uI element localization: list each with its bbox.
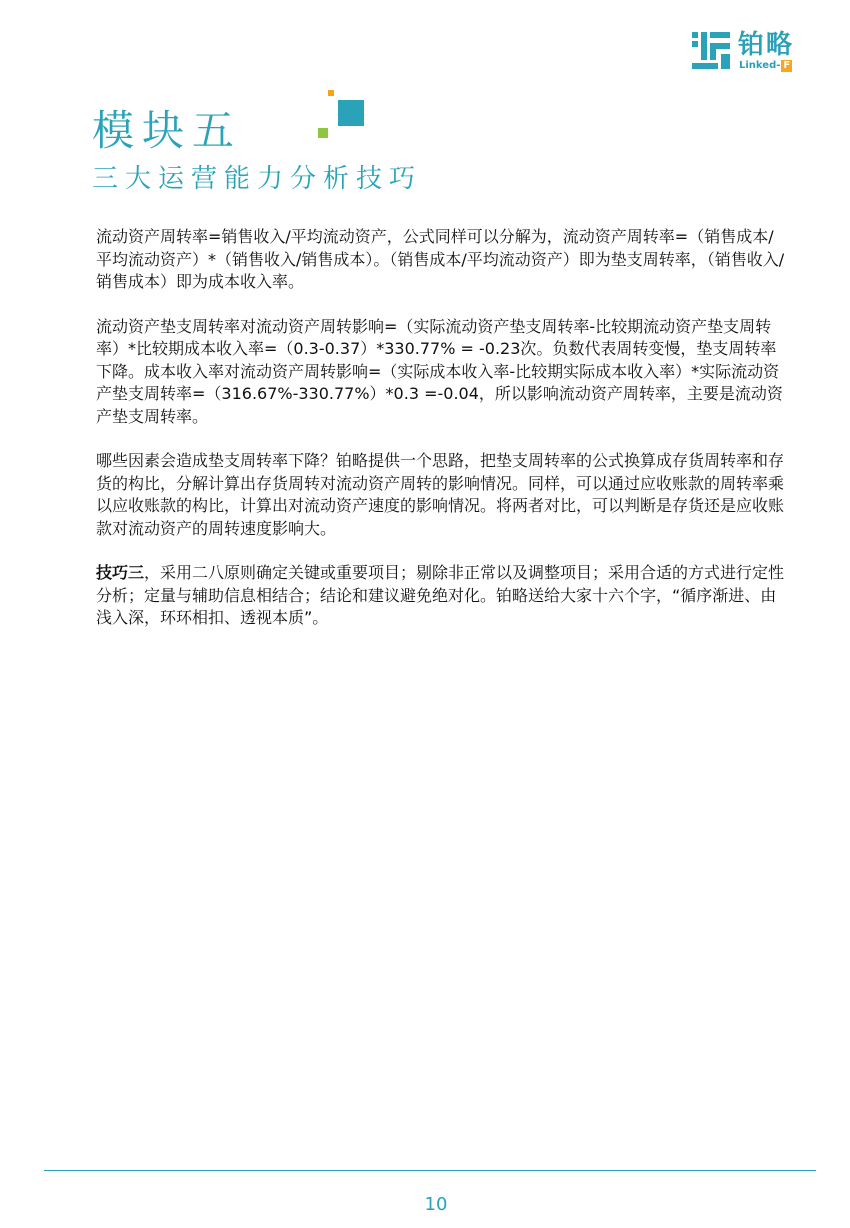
module-title: 模块五 bbox=[92, 106, 243, 155]
company-logo bbox=[692, 30, 822, 74]
page-number: 10 bbox=[424, 1194, 448, 1215]
logo-chinese-text: 铂略 bbox=[738, 30, 795, 60]
logo-english-text bbox=[739, 60, 792, 72]
decorative-squares-icon bbox=[316, 90, 366, 142]
paragraph-2: 流动资产垫支周转率对流动资产周转影响=（实际流动资产垫支周转率-比较期流动资产垫支周转率）*比较期成本收入率=（0.3-0.37）*330.77% = -0.23次。负数代表周转变慢，垫支周转率下降。成本收入率对流动资产周转影响=（实际成本收入率-比较期实际成本收入率）*实际流动资产垫支周转率=（316.67%-330.77%）*0.3 =-0.04，所以影响流动资产周转率，主要是流动资产垫支周转率。 bbox=[96, 316, 783, 426]
paragraph-3: 哪些因素会造成垫支周转率下降？铂略提供一个思路，把垫支周转率的公式换算成存货周转率和存货的构比，分解计算出存货周转对流动资产周转的影响情况。同样，可以通过应收账款的周转率乘以应收账款的构比，计算出对流动资产速度的影响情况。将两者对比，可以判断是存货还是应收账款对流动资产的周转速度影响大。 bbox=[96, 451, 785, 538]
tip-label: 技巧三 bbox=[96, 563, 145, 582]
article-body bbox=[96, 226, 786, 652]
module-subtitle: 三大运营能力分析技巧 bbox=[92, 164, 423, 194]
tip-paragraph bbox=[96, 562, 786, 630]
logo-f-badge: F bbox=[783, 60, 791, 71]
paragraph-1: 流动资产周转率=销售收入/平均流动资产，公式同样可以分解为，流动资产周转率=（销售成本/平均流动资产）*（销售收入/销售成本）。（销售成本/平均流动资产）即为垫支周转率，（销售收入/销售成本）即为成本收入率。 bbox=[96, 227, 785, 291]
logo-mark-icon bbox=[692, 32, 732, 70]
tip-text: ，采用二八原则确定关键或重要项目；剔除非正常以及调整项目；采用合适的方式进行定性分析；定量与辅助信息相结合；结论和建议避免绝对化。铂略送给大家十六个字，“循序渐进、由浅入深，环环相扣、透视本质”。 bbox=[96, 563, 785, 627]
footer-divider bbox=[44, 1170, 816, 1171]
logo-english-word: Linked- bbox=[739, 60, 781, 71]
